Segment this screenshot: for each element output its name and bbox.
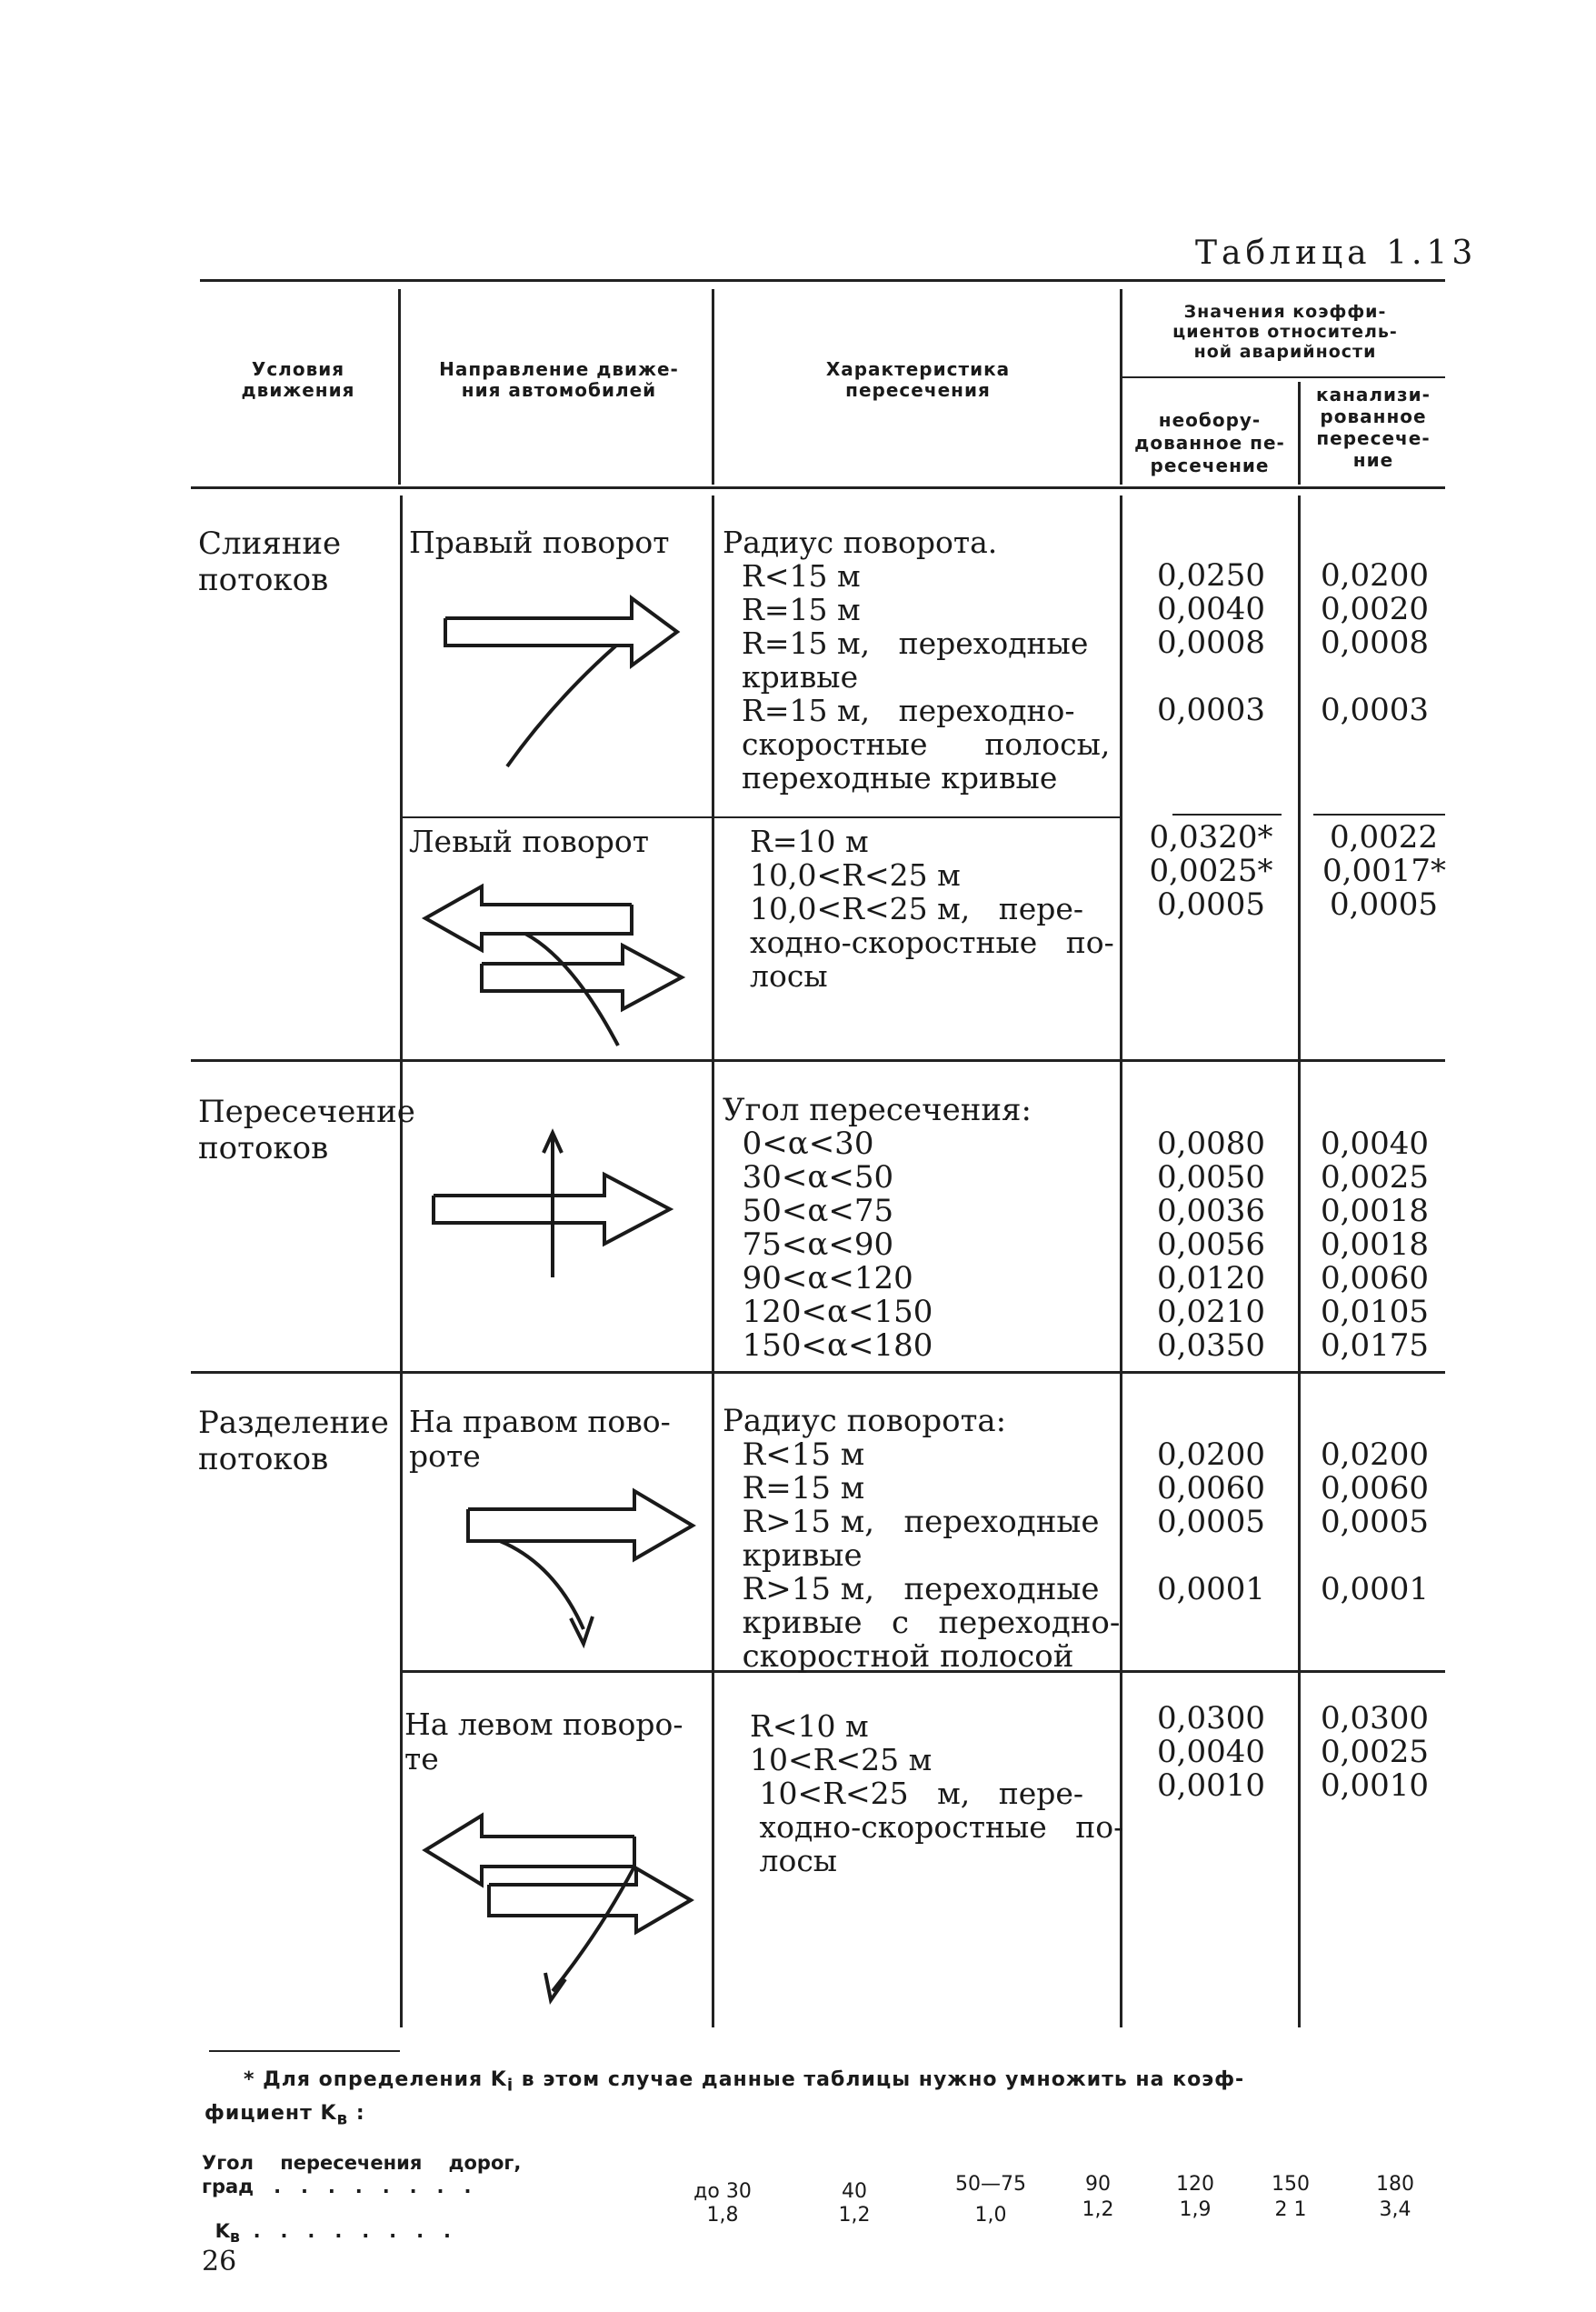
table-bottom-rule: [209, 2050, 400, 2052]
values-channelized-merge-right: 0,0200 0,0020 0,0008 0,0003: [1321, 557, 1429, 728]
section-separator: [191, 1371, 1445, 1374]
k-row-label-1: Угол пересечения дорог,: [202, 2152, 522, 2174]
k-row-dots: . . . . . . . .: [239, 2220, 451, 2242]
footnote-sub-2: в: [336, 2109, 349, 2129]
section-separator: [191, 1059, 1445, 1062]
coef-group-rule: [1120, 376, 1445, 378]
k-angle: 90: [1085, 2173, 1111, 2196]
footnote-text-4: :: [348, 2102, 365, 2125]
header-coef-group: Значения коэффи- циентов относитель- ной аварийности: [1172, 302, 1398, 362]
characteristic-diverge-left: R<10 м 10<R<25 м 10<R<25 м, пере- ходно-скоростные по- лосы: [750, 1708, 1124, 1878]
k-row-label-3: [202, 2198, 451, 2247]
footnote-text-3: фициент K: [204, 2102, 337, 2125]
body-divider-2: [712, 495, 714, 2027]
values-unequipped-diverge-right: 0,0200 0,0060 0,0005 0,0001: [1157, 1436, 1265, 1607]
diverge-left-turn-icon: [418, 1805, 709, 2014]
values-channelized-crossing: 0,0040 0,0025 0,0018 0,0018 0,0060 0,0105 0,0175: [1321, 1126, 1429, 1364]
row-separator: [1172, 814, 1282, 816]
direction-left-turn: Левый поворот: [409, 824, 649, 859]
header-direction: Направление движе- ния автомобилей: [439, 358, 679, 401]
values-channelized-diverge-left: 0,0300 0,0025 0,0010: [1321, 1700, 1429, 1804]
k-angle: 180: [1376, 2173, 1414, 2196]
k-value: 1,8: [706, 2204, 739, 2227]
col-divider-3: [1120, 289, 1122, 485]
direction-diverge-right: На правом пово- роте: [409, 1404, 671, 1474]
row-separator: [1313, 814, 1445, 816]
values-channelized-diverge-right: 0,0200 0,0060 0,0005 0,0001: [1321, 1436, 1429, 1607]
characteristic-merge-left: R=10 м 10,0<R<25 м 10,0<R<25 м, пере- ходно-скоростные по- лосы: [750, 824, 1114, 994]
condition-diverge: Разделение потоков: [198, 1405, 389, 1477]
values-unequipped-merge-left: 0,0320* 0,0025* 0,0005: [1149, 819, 1273, 923]
header-characteristic: Характеристика пересечения: [825, 358, 1011, 401]
page-number: 26: [202, 2246, 237, 2277]
row-separator: [712, 816, 1120, 818]
values-unequipped-crossing: 0,0080 0,0050 0,0036 0,0056 0,0120 0,0210 0,0350: [1157, 1126, 1265, 1364]
merge-right-turn-icon: [436, 582, 691, 782]
header-channelized: канализи- рованное пересече- ние: [1316, 384, 1431, 471]
direction-diverge-left: На левом поворо- те: [404, 1706, 683, 1777]
characteristic-diverge-right: Радиус поворота: R<15 м R=15 м R>15 м, переходные кривые R>15 м, переходные кривые с переходно- скоростной полосой: [723, 1403, 1121, 1675]
condition-merge: Слияние потоков: [198, 525, 342, 598]
values-unequipped-diverge-left: 0,0300 0,0040 0,0010: [1157, 1700, 1265, 1804]
crossing-icon: [423, 1127, 686, 1291]
body-divider-1: [400, 495, 403, 2027]
k-angle: 40: [842, 2180, 867, 2203]
characteristic-merge-right: Радиус поворота. R<15 м R=15 м R=15 м, переходные кривые R=15 м, переходно- скоростные полосы, переходные кривые: [723, 525, 1111, 796]
footnote-text-1: * Для определения K: [244, 2068, 507, 2091]
diverge-right-turn-icon: [454, 1491, 709, 1655]
direction-right-turn: Правый поворот: [409, 525, 670, 560]
k-value: 1,2: [1082, 2198, 1114, 2221]
k-angle: до 30: [693, 2180, 752, 2203]
footnote-line-2: [204, 2102, 365, 2128]
k-value: 1,9: [1179, 2198, 1212, 2221]
k-symbol: K: [214, 2220, 230, 2242]
header-bottom-rule: [191, 486, 1445, 489]
table-title: Таблица 1.13: [1195, 235, 1478, 272]
k-value: 3,4: [1379, 2198, 1411, 2221]
k-angle: 150: [1272, 2173, 1310, 2196]
values-unequipped-merge-right: 0,0250 0,0040 0,0008 0,0003: [1157, 557, 1265, 728]
k-angle: 120: [1176, 2173, 1214, 2196]
footnote-text-2: в этом случае данные таблицы нужно умножить на коэф-: [514, 2068, 1245, 2091]
k-symbol-sub: в: [229, 2228, 240, 2247]
k-angle: 50—75: [955, 2173, 1026, 2196]
characteristic-crossing: Угол пересечения: 0<α<30 30<α<50 50<α<75 75<α<90 90<α<120 120<α<150 150<α<180: [723, 1092, 1032, 1364]
header-conditions: Условия движения: [241, 358, 355, 401]
k-value: 1,2: [838, 2204, 871, 2227]
body-divider-4: [1298, 495, 1301, 2027]
condition-crossing: Пересечение потоков: [198, 1094, 415, 1166]
col-divider-2: [712, 289, 714, 485]
col-divider-1: [398, 289, 401, 485]
row-separator: [400, 816, 712, 818]
values-channelized-merge-left: 0,0022 0,0017* 0,0005: [1322, 819, 1446, 923]
table-top-rule: [200, 279, 1445, 282]
footnote-line-1: [244, 2068, 1244, 2095]
col-divider-4: [1298, 382, 1301, 485]
k-row-label-2: град . . . . . . . .: [202, 2176, 472, 2197]
k-value: 1,0: [974, 2204, 1007, 2227]
merge-left-turn-icon: [418, 877, 691, 1059]
footnote-sub-1: i: [506, 2076, 514, 2096]
header-unequipped: необору- дованное пе- ресечение: [1134, 409, 1285, 476]
k-value: 2 1: [1274, 2198, 1307, 2221]
